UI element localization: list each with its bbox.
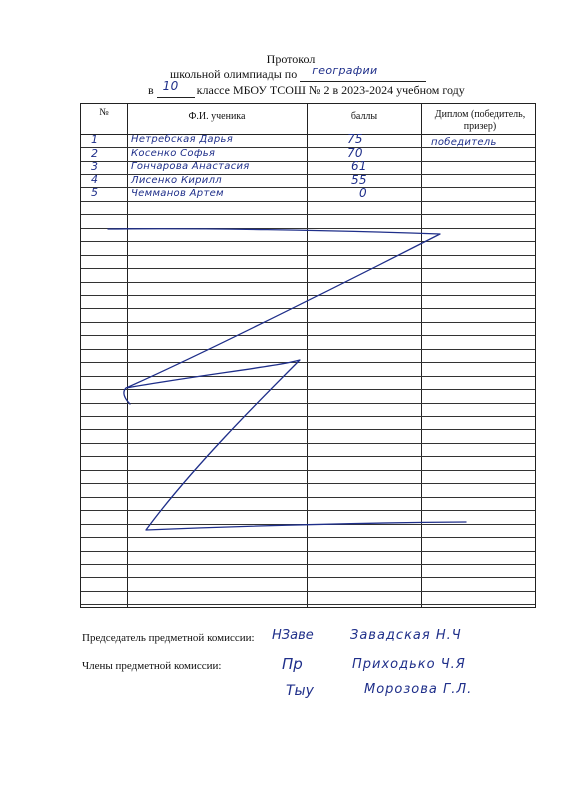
grade-line — [148, 79, 465, 98]
header-diploma: Диплом (победитель, призер) — [434, 109, 526, 132]
row-3-score: 61 — [351, 159, 367, 173]
row-4-score: 55 — [351, 173, 367, 187]
row-1-name: Нетребская Дарья — [131, 134, 234, 145]
row-3-num: 3 — [91, 160, 99, 173]
table-row-divider — [81, 241, 535, 242]
row-5-name: Чемманов Артем — [131, 188, 224, 199]
document-title: Протокол — [266, 52, 316, 66]
subject-handwritten: географии — [312, 64, 378, 77]
row-2-score: 70 — [347, 146, 363, 160]
table-row-divider — [81, 470, 535, 471]
header-name: Ф.И. ученика — [188, 111, 246, 122]
table-row-divider — [81, 268, 535, 269]
table-row-divider — [81, 282, 535, 283]
row-2-num: 2 — [91, 147, 99, 160]
table-row-divider — [81, 416, 535, 417]
table-row-divider — [81, 308, 535, 309]
grade-field — [157, 79, 195, 98]
table-col-divider — [421, 104, 422, 607]
table-row-divider — [81, 524, 535, 525]
olympiad-line — [170, 64, 426, 82]
table-row-divider — [81, 228, 535, 229]
grade-handwritten: 10 — [162, 79, 179, 93]
table-row-divider — [81, 403, 535, 404]
header-score: баллы — [350, 111, 378, 122]
table-row-divider — [81, 389, 535, 390]
member2-signature: Тыу — [286, 683, 314, 699]
table-row-divider — [81, 429, 535, 430]
table-col-divider — [307, 104, 308, 607]
table-row-divider — [81, 335, 535, 336]
results-table — [80, 103, 536, 608]
chair-label: Председатель предметной комиссии: — [82, 632, 255, 644]
row-1-diploma: победитель — [431, 137, 497, 148]
table-col-divider — [127, 104, 128, 607]
row-5-score: 0 — [359, 186, 367, 200]
member1-signature: Пр — [282, 655, 303, 673]
table-row-divider — [81, 376, 535, 377]
subject-field — [300, 64, 426, 82]
olympiad-prefix: школьной олимпиады по — [170, 67, 298, 81]
row-3-name: Гончарова Анастасия — [131, 161, 250, 172]
member2-name: Морозова Г.Л. — [364, 682, 473, 697]
table-row-divider — [81, 295, 535, 296]
table-row-divider — [81, 604, 535, 605]
table-row-divider — [81, 443, 535, 444]
table-row-divider — [81, 456, 535, 457]
table-row-divider — [81, 483, 535, 484]
members-label: Члены предметной комиссии: — [82, 660, 222, 672]
table-row-divider — [81, 551, 535, 552]
row-4-name: Лисенко Кирилл — [131, 175, 222, 186]
grade-suffix: классе МБОУ ТСОШ № 2 в 2023-2024 учебном году — [196, 83, 465, 97]
table-row-divider — [81, 577, 535, 578]
table-row-divider — [81, 591, 535, 592]
row-5-num: 5 — [91, 186, 99, 199]
table-row-divider — [81, 497, 535, 498]
table-row-divider — [81, 362, 535, 363]
row-4-num: 4 — [91, 173, 99, 186]
header-num: № — [99, 107, 109, 118]
table-row-divider — [81, 537, 535, 538]
row-2-name: Косенко Софья — [131, 148, 216, 159]
table-row-divider — [81, 349, 535, 350]
row-1-score: 75 — [347, 132, 363, 146]
member1-name: Приходько Ч.Я — [352, 657, 466, 672]
row-1-num: 1 — [91, 133, 99, 146]
chair-name: Завадская Н.Ч — [350, 628, 462, 643]
table-row-divider — [81, 255, 535, 256]
table-row-divider — [81, 510, 535, 511]
table-row-divider — [81, 214, 535, 215]
table-row-divider — [81, 322, 535, 323]
chair-signature: НЗаве — [272, 628, 314, 643]
table-row-divider — [81, 564, 535, 565]
table-row-divider — [81, 201, 535, 202]
grade-prefix: в — [148, 83, 154, 97]
